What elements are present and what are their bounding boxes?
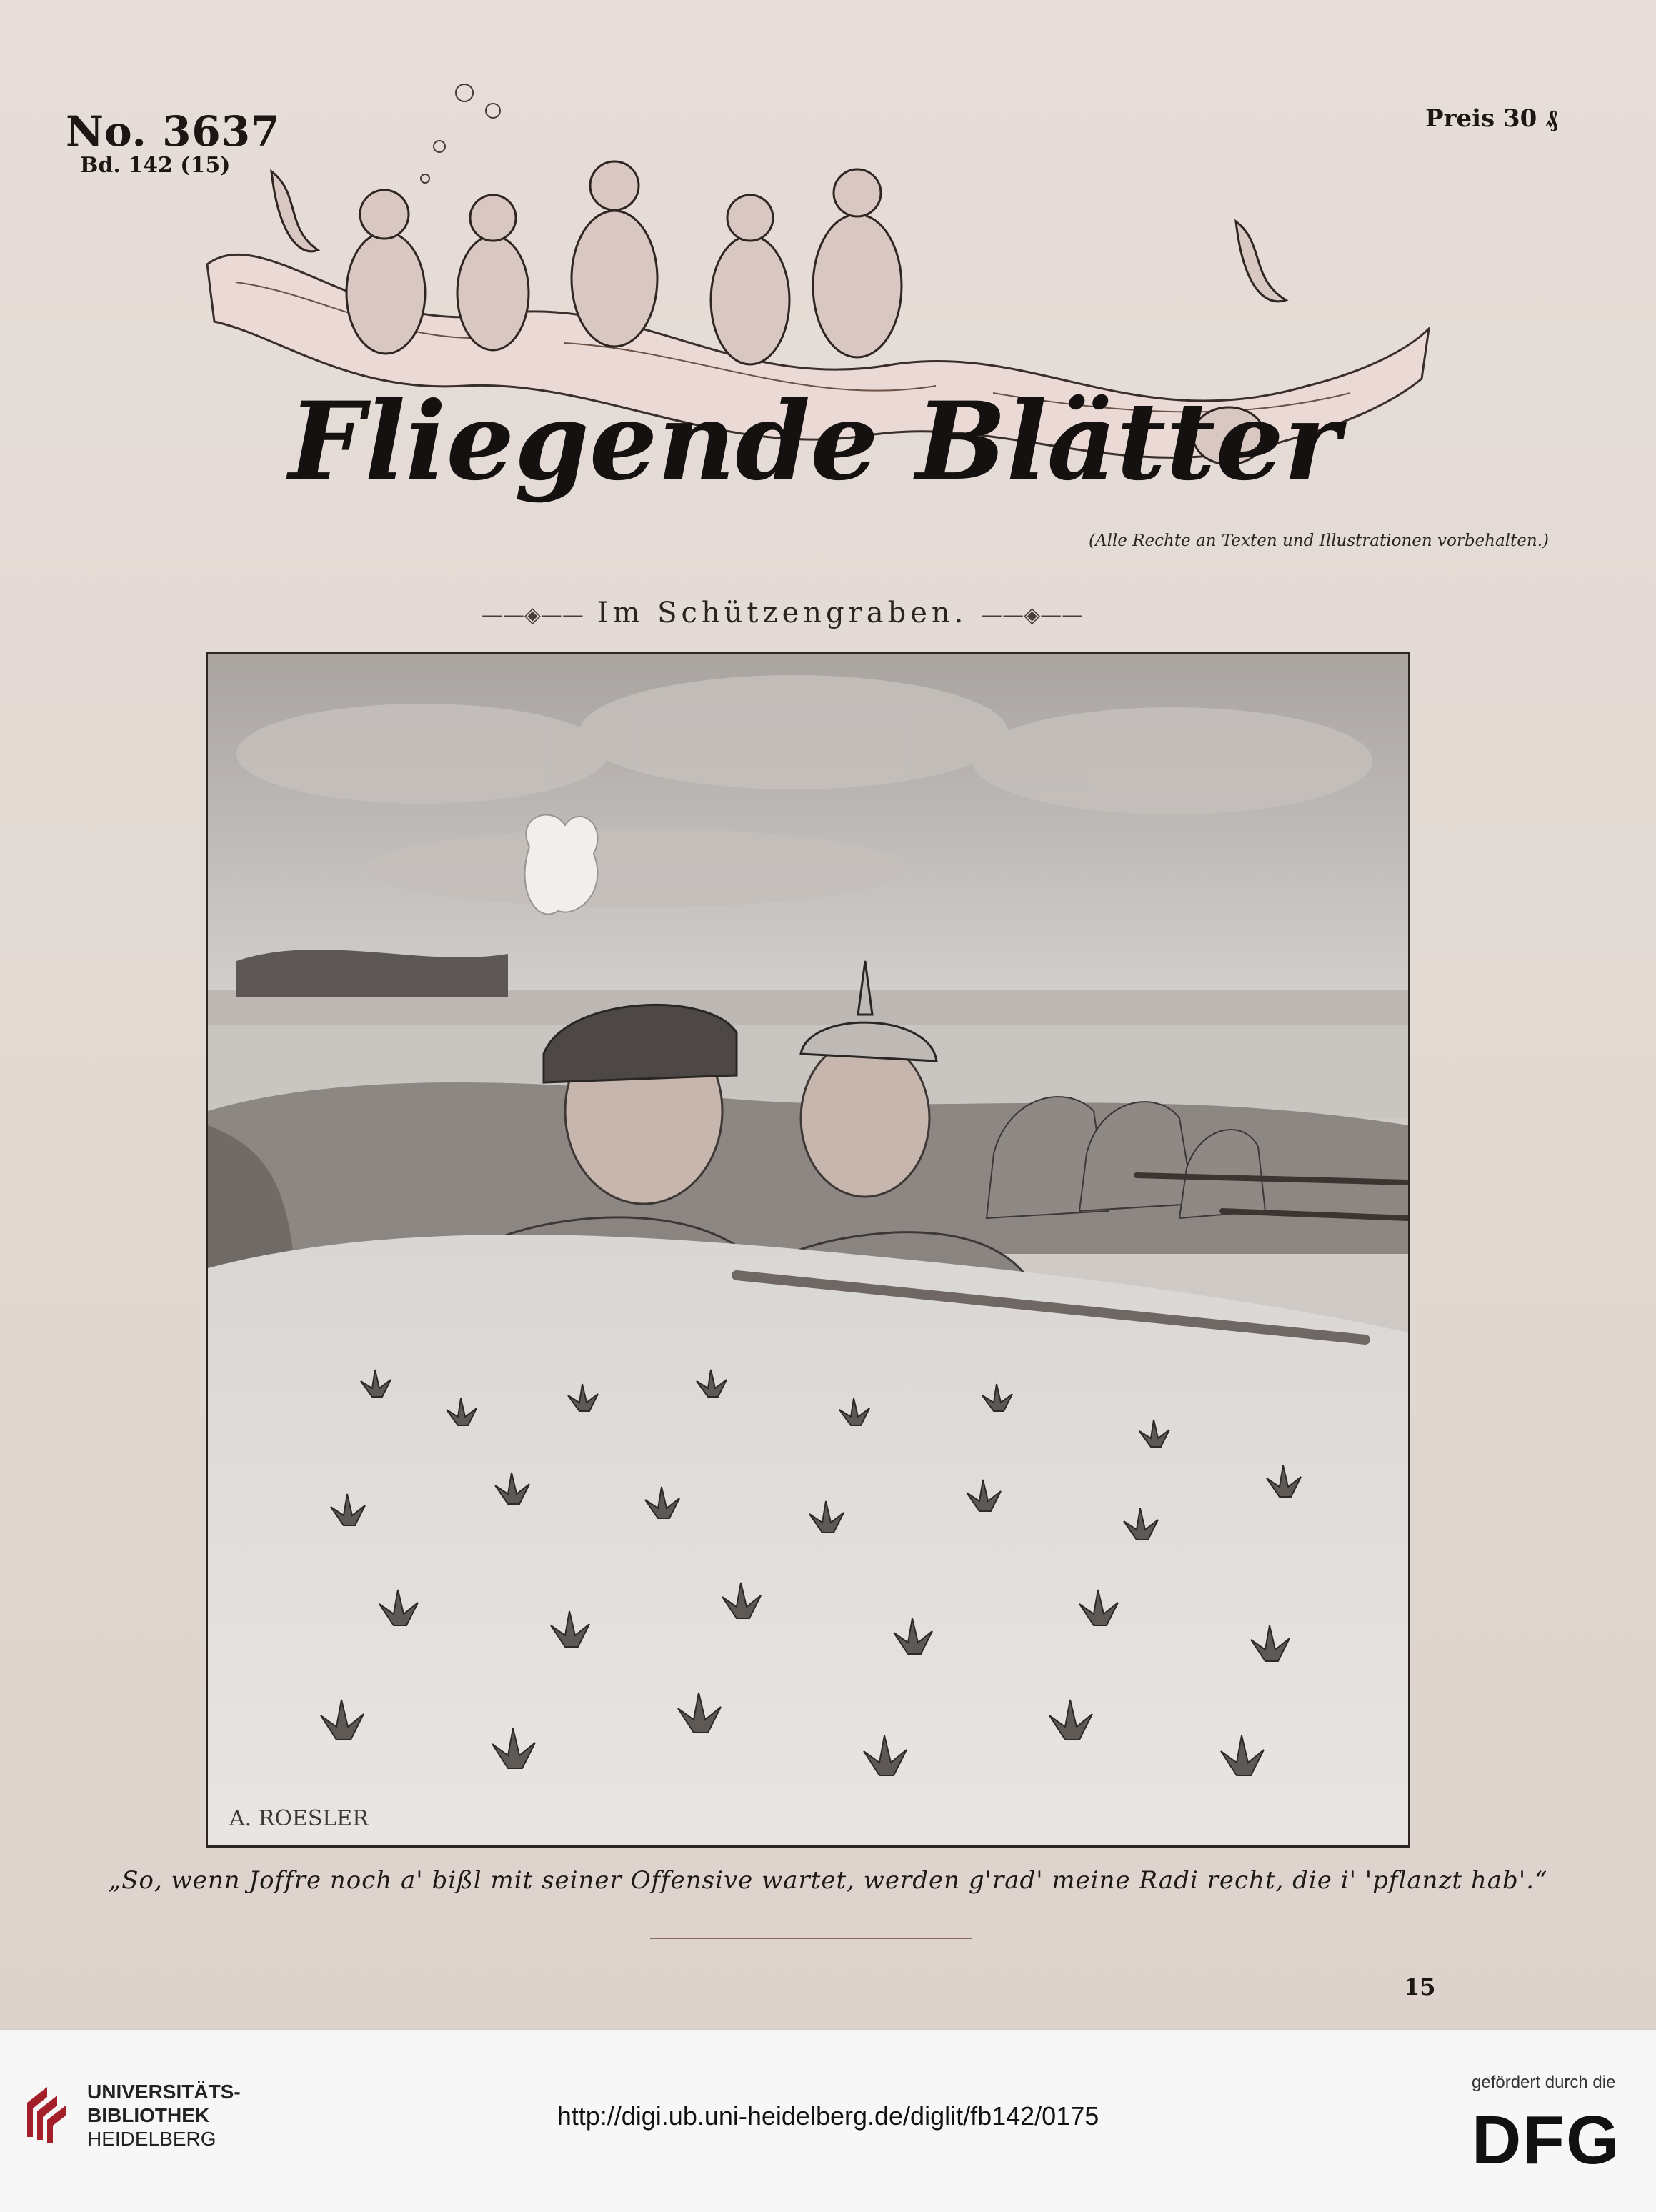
issue-number: No. 3637 (66, 107, 281, 156)
page-number: 15 (1404, 1973, 1436, 2001)
article-title-row (0, 597, 1565, 629)
dfg-logo[interactable]: DFG (1472, 2102, 1621, 2178)
rights-notice: (Alle Rechte an Texten und Illustrationen vorbehalten.) (1089, 532, 1549, 550)
library-line-3: HEIDELBERG (87, 2128, 216, 2150)
artist-signature: A. ROESLER (229, 1806, 369, 1831)
permalink-url[interactable]: http://digi.ub.uni-heidelberg.de/diglit/fb142/0175 (557, 2101, 1099, 2131)
library-line-1: UNIVERSITÄTS- (87, 2081, 241, 2103)
funding-note: gefördert durch die (1472, 2073, 1616, 2092)
price: Preis 30 ₰ (1425, 104, 1558, 133)
library-line-2: BIBLIOTHEK (87, 2104, 210, 2126)
trench-illustration (206, 652, 1410, 1848)
divider-line (650, 1938, 972, 1939)
masthead-title: Fliegende Blätter (289, 379, 1340, 504)
masthead-illustration (193, 79, 1436, 536)
digitization-footer (0, 2029, 1656, 2212)
volume-number: Bd. 142 (15) (80, 153, 231, 178)
illustration-caption: „So, wenn Joffre noch a' bißl mit seiner Offensive wartet, werden g'rad' meine Radi recht, die i' 'pflanzt hab'.“ (108, 1866, 1548, 1895)
article-title: Im Schützengraben. (597, 597, 968, 629)
ornament-right: ——◈—— (981, 602, 1084, 628)
ornament-left: ——◈—— (481, 602, 584, 628)
